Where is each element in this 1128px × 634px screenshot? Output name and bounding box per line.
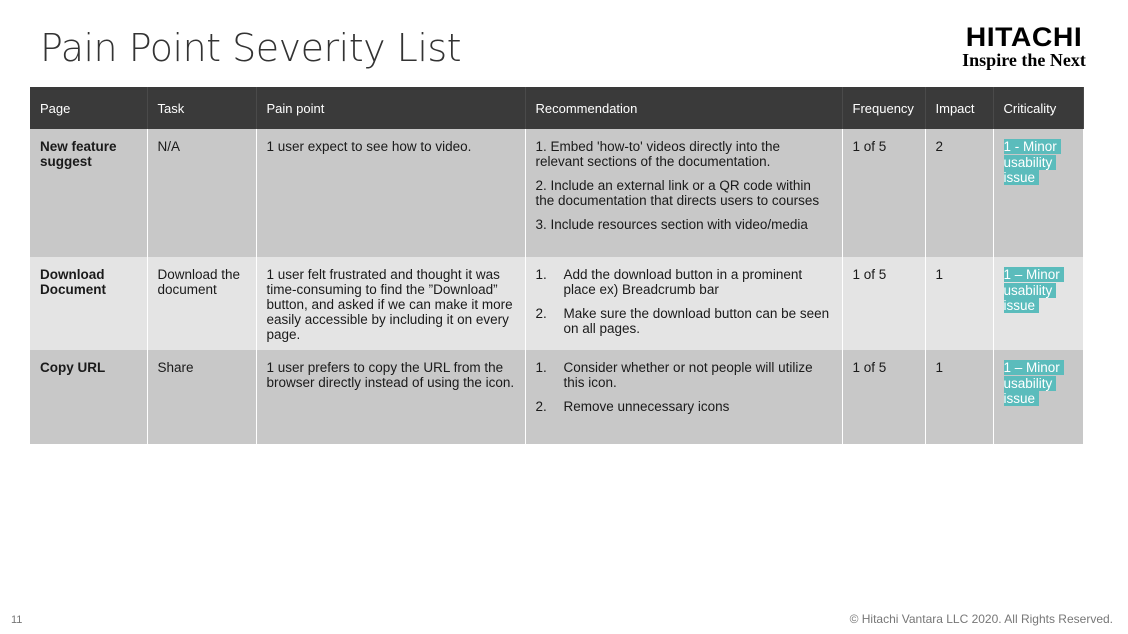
hitachi-logo bbox=[944, 22, 1104, 69]
table-row bbox=[30, 350, 1083, 444]
pain-point-cell: 1 user felt frustrated and thought it was time-consuming to find the ”Download” button, and asked if we can make it more easily accessible by including it on every page. bbox=[256, 257, 525, 350]
pain-point-cell: 1 user expect to see how to video. bbox=[256, 129, 525, 257]
recommendation-text: Make sure the download button can be seen on all pages. bbox=[563, 306, 830, 336]
pain-point-table bbox=[30, 87, 1084, 444]
column-header-recommendation: Recommendation bbox=[525, 87, 842, 129]
recommendation-text: Add the download button in a prominent place ex) Breadcrumb bar bbox=[563, 267, 803, 297]
list-number: 2. bbox=[535, 399, 547, 414]
criticality-badge: 1 – Minor usability issue bbox=[1004, 267, 1064, 313]
recommendation-item bbox=[536, 267, 832, 297]
criticality-cell bbox=[993, 350, 1083, 444]
column-header-task: Task bbox=[147, 87, 256, 129]
criticality-badge: 1 – Minor usability issue bbox=[1004, 360, 1064, 406]
list-number: 2. bbox=[535, 306, 547, 321]
recommendation-cell bbox=[525, 350, 842, 444]
recommendation-cell bbox=[525, 257, 842, 350]
recommendation-item bbox=[536, 306, 832, 336]
column-header-criticality: Criticality bbox=[993, 87, 1083, 129]
task-cell: Download the document bbox=[147, 257, 256, 350]
page-cell: Download Document bbox=[30, 257, 147, 350]
logo-tagline: Inspire the Next bbox=[962, 50, 1086, 70]
impact-cell: 1 bbox=[925, 350, 993, 444]
page-title: Pain Point Severity List bbox=[40, 26, 462, 70]
recommendation-text: Consider whether or not people will utilize this icon. bbox=[563, 360, 813, 390]
table-row bbox=[30, 129, 1083, 257]
task-cell: Share bbox=[147, 350, 256, 444]
logo-wordmark: HITACHI bbox=[965, 22, 1083, 52]
recommendation-text: Remove unnecessary icons bbox=[563, 399, 730, 414]
table-header-row bbox=[30, 87, 1083, 129]
list-number: 1. bbox=[535, 267, 547, 282]
recommendation-item bbox=[536, 360, 832, 390]
table-row bbox=[30, 257, 1083, 350]
list-number: 1. bbox=[535, 360, 547, 375]
slide-number: 11 bbox=[11, 614, 23, 626]
column-header-pain-point: Pain point bbox=[256, 87, 525, 129]
page-cell: New feature suggest bbox=[30, 129, 147, 257]
impact-cell: 2 bbox=[925, 129, 993, 257]
recommendation-item: 2. Include an external link or a QR code within the documentation that directs users to courses bbox=[535, 178, 820, 208]
criticality-cell bbox=[993, 129, 1083, 257]
recommendation-item: 3. Include resources section with video/media bbox=[535, 217, 808, 232]
task-cell: N/A bbox=[147, 129, 256, 257]
frequency-cell: 1 of 5 bbox=[842, 257, 925, 350]
criticality-badge: 1 - Minor usability issue bbox=[1004, 139, 1061, 185]
frequency-cell: 1 of 5 bbox=[842, 129, 925, 257]
column-header-page: Page bbox=[30, 87, 147, 129]
copyright-notice: © Hitachi Vantara LLC 2020. All Rights Reserved. bbox=[849, 612, 1113, 626]
recommendation-item bbox=[536, 399, 832, 414]
recommendation-cell bbox=[525, 129, 842, 257]
column-header-frequency: Frequency bbox=[842, 87, 925, 129]
recommendation-list bbox=[536, 267, 832, 336]
impact-cell: 1 bbox=[925, 257, 993, 350]
criticality-cell bbox=[993, 257, 1083, 350]
page-cell: Copy URL bbox=[30, 350, 147, 444]
pain-point-cell: 1 user prefers to copy the URL from the browser directly instead of using the icon. bbox=[256, 350, 525, 444]
frequency-cell: 1 of 5 bbox=[842, 350, 925, 444]
column-header-impact: Impact bbox=[925, 87, 993, 129]
recommendation-list bbox=[536, 360, 832, 414]
recommendation-item: 1. Embed 'how-to' videos directly into the relevant sections of the documentation. bbox=[535, 139, 781, 169]
